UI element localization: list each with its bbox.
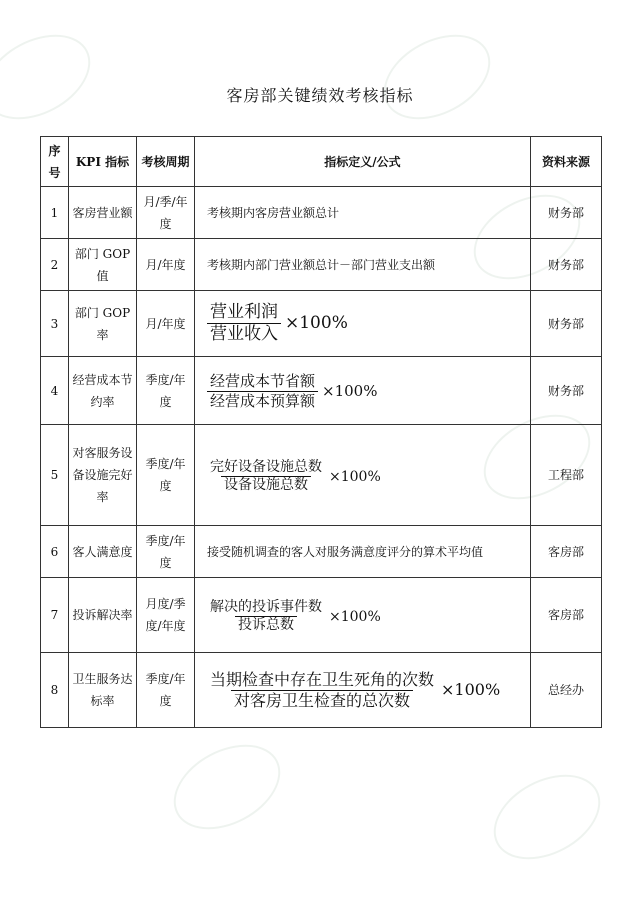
cell-period: 季度/年度 <box>137 526 195 578</box>
cell-source: 客房部 <box>531 578 602 653</box>
table-row <box>41 291 602 357</box>
cell-source: 工程部 <box>531 425 602 526</box>
header-definition: 指标定义/公式 <box>195 137 531 187</box>
table-header-row <box>41 137 602 187</box>
formula-numerator: 经营成本节省额 <box>210 371 316 390</box>
table-row <box>41 653 602 728</box>
cell-source: 客房部 <box>531 526 602 578</box>
formula-denominator: 经营成本预算额 <box>207 391 318 411</box>
cell-kpi: 对客服务设备设施完好率 <box>69 425 137 526</box>
formula <box>207 372 377 411</box>
table-row <box>41 425 602 526</box>
cell-kpi: 部门 GOP 率 <box>69 291 137 357</box>
formula-multiplier: ×100% <box>285 313 348 333</box>
formula-denominator: 投诉总数 <box>235 616 297 635</box>
cell-source: 财务部 <box>531 239 602 291</box>
formula <box>207 599 381 635</box>
formula <box>207 302 348 346</box>
cell-source: 总经办 <box>531 653 602 728</box>
cell-kpi: 客房营业额 <box>69 187 137 239</box>
cell-period: 季度/年度 <box>137 357 195 425</box>
cell-period: 月/季/年度 <box>137 187 195 239</box>
table-row <box>41 526 602 578</box>
formula-multiplier: ×100% <box>441 680 501 699</box>
watermark-stamp <box>0 18 105 137</box>
header-source: 资料来源 <box>531 137 602 187</box>
table-row <box>41 187 602 239</box>
cell-kpi: 投诉解决率 <box>69 578 137 653</box>
cell-formula <box>195 357 531 425</box>
cell-period: 月/年度 <box>137 239 195 291</box>
cell-seq: 1 <box>41 187 69 239</box>
table-row <box>41 357 602 425</box>
formula-numerator: 完好设备设施总数 <box>210 458 322 475</box>
cell-kpi: 客人满意度 <box>69 526 137 578</box>
watermark-stamp <box>479 758 614 877</box>
cell-kpi: 经营成本节约率 <box>69 357 137 425</box>
cell-definition: 考核期内部门营业额总计－部门营业支出额 <box>195 239 531 291</box>
formula-numerator: 营业利润 <box>210 301 278 322</box>
formula-multiplier: ×100% <box>322 381 378 400</box>
watermark-stamp <box>159 728 294 847</box>
cell-seq: 8 <box>41 653 69 728</box>
cell-kpi: 卫生服务达标率 <box>69 653 137 728</box>
cell-formula <box>195 291 531 357</box>
formula-denominator: 营业收入 <box>207 323 281 345</box>
cell-source: 财务部 <box>531 357 602 425</box>
formula-denominator: 对客房卫生检查的总次数 <box>231 690 413 711</box>
cell-seq: 4 <box>41 357 69 425</box>
table-row <box>41 239 602 291</box>
formula-numerator: 解决的投诉事件数 <box>210 598 322 615</box>
cell-period: 季度/年度 <box>137 653 195 728</box>
kpi-table <box>40 136 602 728</box>
cell-period: 季度/年度 <box>137 425 195 526</box>
formula-denominator: 设备设施总数 <box>221 476 311 495</box>
cell-definition: 接受随机调查的客人对服务满意度评分的算术平均值 <box>195 526 531 578</box>
cell-formula <box>195 578 531 653</box>
table-row <box>41 578 602 653</box>
cell-seq: 5 <box>41 425 69 526</box>
header-kpi: KPI 指标 <box>69 137 137 187</box>
header-seq: 序号 <box>41 137 69 187</box>
cell-seq: 3 <box>41 291 69 357</box>
header-period: 考核周期 <box>137 137 195 187</box>
cell-seq: 7 <box>41 578 69 653</box>
formula-multiplier: ×100% <box>329 608 381 625</box>
formula <box>207 459 381 495</box>
cell-definition: 考核期内客房营业额总计 <box>195 187 531 239</box>
cell-source: 财务部 <box>531 291 602 357</box>
cell-formula <box>195 653 531 728</box>
cell-formula <box>195 425 531 526</box>
cell-source: 财务部 <box>531 187 602 239</box>
cell-kpi: 部门 GOP 值 <box>69 239 137 291</box>
cell-seq: 6 <box>41 526 69 578</box>
formula-multiplier: ×100% <box>329 468 381 485</box>
watermark-stamp <box>369 18 504 137</box>
page-title: 客房部关键绩效考核指标 <box>226 86 414 105</box>
formula-numerator: 当期检查中存在卫生死角的次数 <box>210 669 435 689</box>
cell-period: 月/年度 <box>137 291 195 357</box>
cell-seq: 2 <box>41 239 69 291</box>
formula <box>207 670 500 711</box>
cell-period: 月度/季度/年度 <box>137 578 195 653</box>
